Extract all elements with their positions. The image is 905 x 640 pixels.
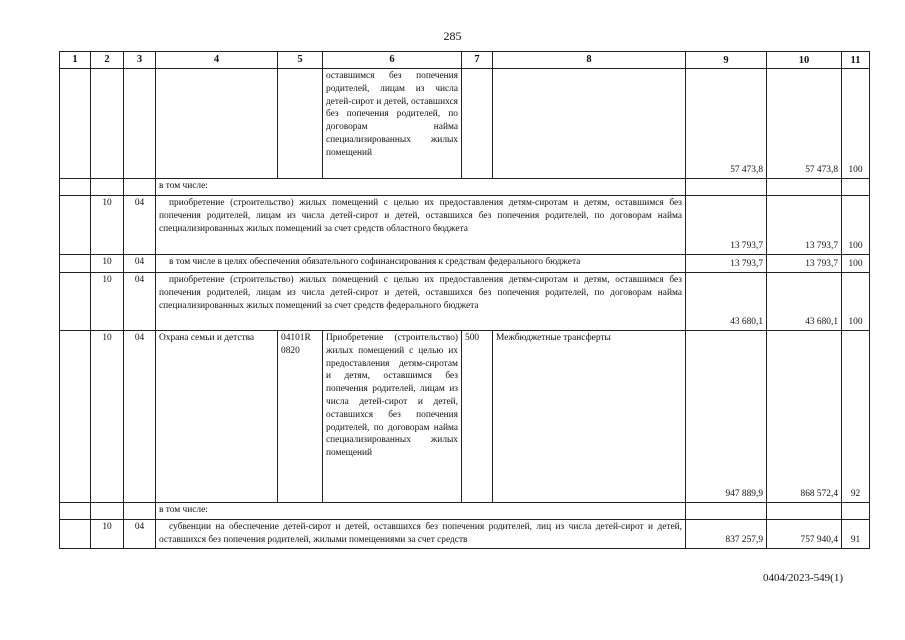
value-col10: 868 572,4	[767, 331, 842, 503]
row-description: приобретение (строительство) жилых помещений с целью их предоставления детям-сиротам и детям, оставшимся без попечения родителей, лицам из числа детей-сирот и детей, оставшихся без попечения родителей, по договорам найма специализированных жилых помещений за счет средств федерального бюджета	[156, 273, 686, 331]
code-subsection: 04	[124, 255, 156, 273]
row-subheading: в том числе:	[156, 503, 686, 520]
header-cell-9: 9	[686, 52, 767, 69]
code-subsection: 04	[124, 196, 156, 255]
value-col11: 91	[842, 520, 870, 549]
row-description: в том числе в целях обеспечения обязательного софинансирования к средствам федерального бюджета	[156, 255, 686, 273]
value-col11: 92	[842, 331, 870, 503]
budget-table	[59, 51, 870, 549]
header-cell-3: 3	[124, 52, 156, 69]
document-code: 0404/2023-549(1)	[762, 572, 843, 584]
code-subsection: 04	[124, 273, 156, 331]
code-subsection: 04	[124, 331, 156, 503]
header-cell-7: 7	[462, 52, 493, 69]
code-subsection: 04	[124, 520, 156, 549]
header-cell-10: 10	[767, 52, 842, 69]
header-cell-11: 11	[842, 52, 870, 69]
value-col10: 13 793,7	[767, 196, 842, 255]
row-description: субвенции на обеспечение детей-сирот и детей, оставшихся без попечения родителей, лиц из числа детей-сирот и детей, оставшихся без попечения родителей, жилыми помещениями за счет средств	[156, 520, 686, 549]
value-col9: 837 257,9	[686, 520, 767, 549]
code-section: 10	[91, 255, 124, 273]
row-description: оставшимся без попечения родителей, лицам из числа детей-сирот и детей, оставшихся без попечения родителей, по договорам найма специализированных жилых помещений	[323, 69, 462, 179]
table-row	[60, 255, 870, 273]
row-description: Приобретение (строительство) жилых помещений с целью их предоставления детям-сиротам и детям, оставшимся без попечения родителей, лицам из числа детей-сирот и детей, оставшихся без попечения родителей, по договорам найма специализированных жилых помещений	[323, 331, 462, 503]
value-col11: 100	[842, 255, 870, 273]
expense-type-code: 500	[462, 331, 493, 503]
target-article-code: 04101R 0820	[278, 331, 323, 503]
header-cell-6: 6	[323, 52, 462, 69]
code-section: 10	[91, 273, 124, 331]
value-col10: 57 473,8	[767, 69, 842, 179]
table-row	[60, 520, 870, 549]
value-col9: 13 793,7	[686, 196, 767, 255]
value-col9: 947 889,9	[686, 331, 767, 503]
value-col11: 100	[842, 69, 870, 179]
table-row	[60, 69, 870, 179]
header-cell-1: 1	[60, 52, 91, 69]
table-row	[60, 503, 870, 520]
header-cell-5: 5	[278, 52, 323, 69]
expense-type-name: Межбюджетные трансферты	[493, 331, 686, 503]
header-cell-2: 2	[91, 52, 124, 69]
header-cell-4: 4	[156, 52, 278, 69]
value-col9: 43 680,1	[686, 273, 767, 331]
table-row	[60, 273, 870, 331]
value-col9: 13 793,7	[686, 255, 767, 273]
code-section: 10	[91, 520, 124, 549]
value-col10: 43 680,1	[767, 273, 842, 331]
value-col10: 757 940,4	[767, 520, 842, 549]
header-cell-8: 8	[493, 52, 686, 69]
code-section: 10	[91, 196, 124, 255]
value-col11: 100	[842, 196, 870, 255]
value-col9: 57 473,8	[686, 69, 767, 179]
value-col10: 13 793,7	[767, 255, 842, 273]
row-subheading: в том числе:	[156, 179, 686, 196]
table-row	[60, 179, 870, 196]
table-row	[60, 196, 870, 255]
code-section: 10	[91, 331, 124, 503]
value-col11: 100	[842, 273, 870, 331]
table-row	[60, 331, 870, 503]
header-row	[60, 52, 870, 69]
row-category: Охрана семьи и детства	[156, 331, 278, 503]
row-description: приобретение (строительство) жилых помещений с целью их предоставления детям-сиротам и детям, оставшимся без попечения родителей, лицам из числа детей-сирот и детей, оставшихся без попечения родителей, по договорам найма специализированных жилых помещений за счет средств областного бюджета	[156, 196, 686, 255]
page-number: 285	[443, 29, 462, 43]
